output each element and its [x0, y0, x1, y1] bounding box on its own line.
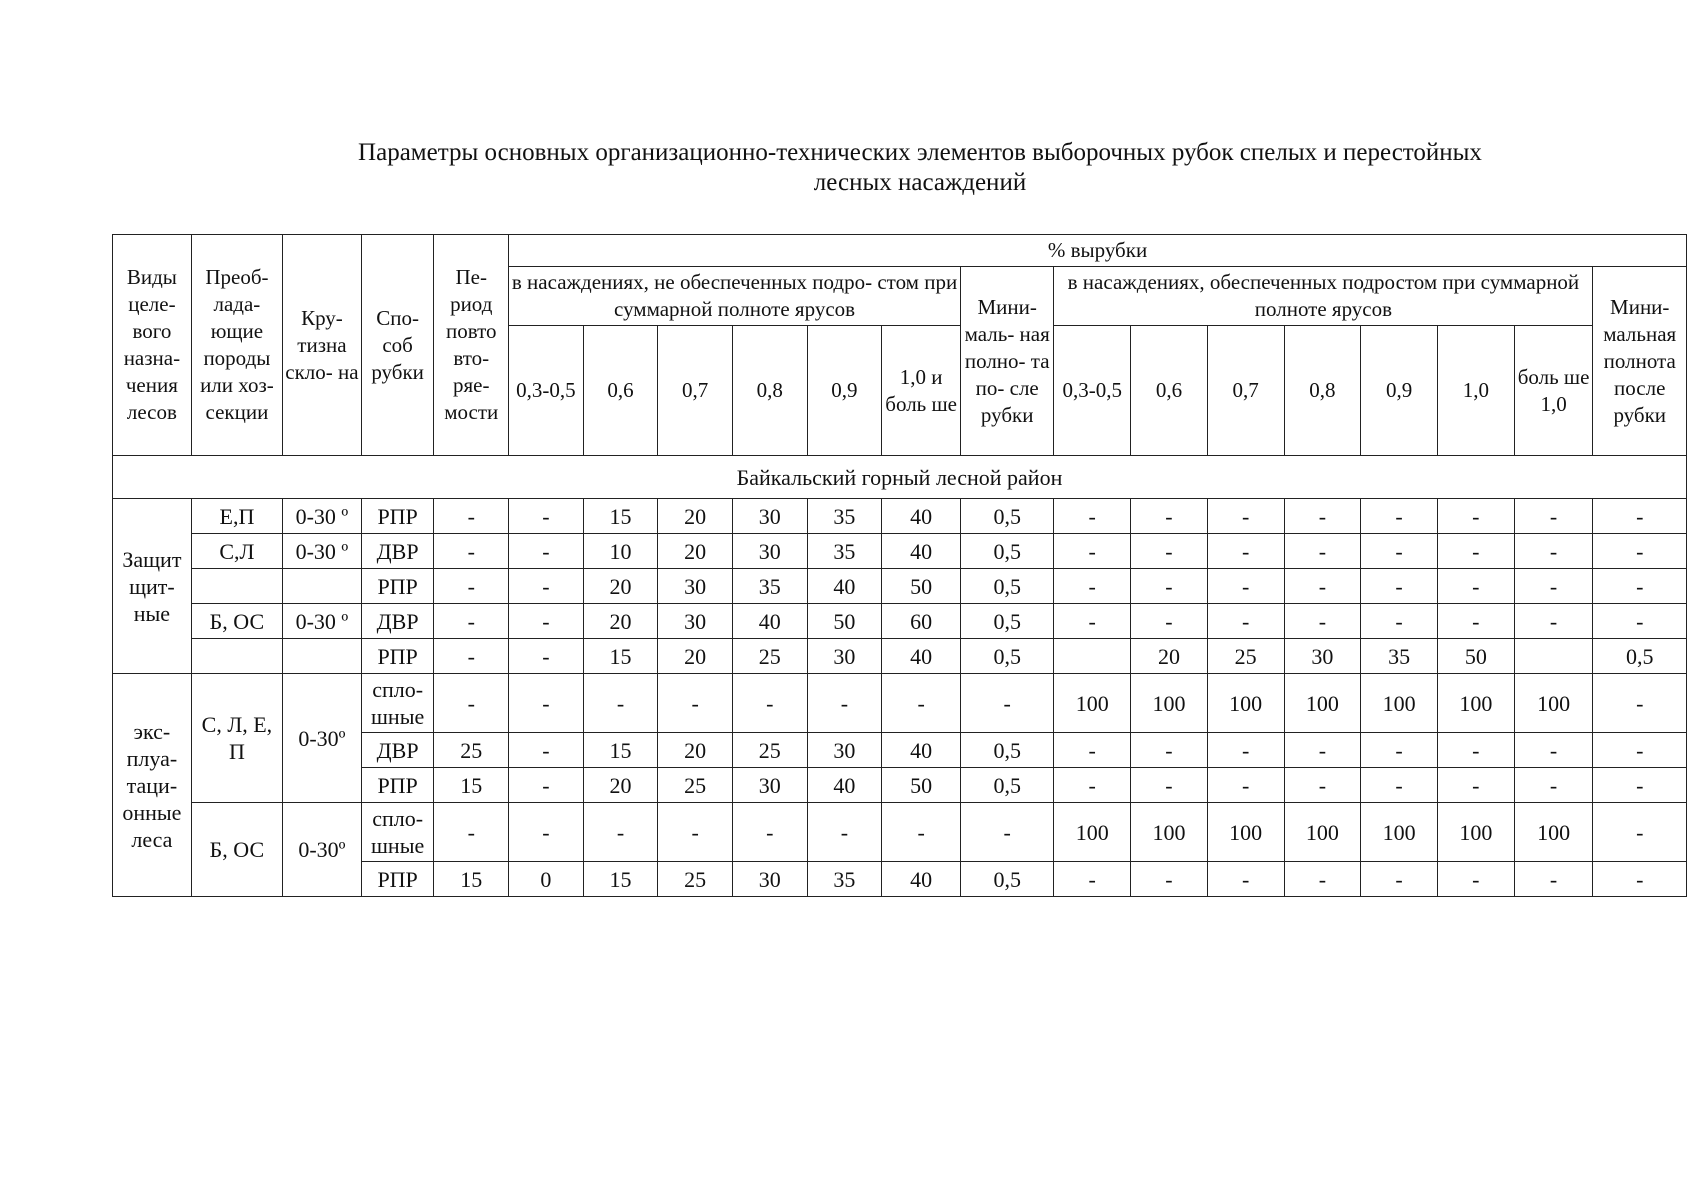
min-density-cell: 0,5	[961, 569, 1054, 604]
value-cell: 100	[1437, 803, 1514, 862]
method-cell: ДВР	[361, 534, 434, 569]
value-cell: -	[1437, 733, 1514, 768]
value-cell: 30	[732, 768, 807, 803]
value-cell: -	[1437, 604, 1514, 639]
value-cell: -	[1514, 733, 1593, 768]
header-density-cell: 0,8	[1284, 326, 1361, 456]
species-cell	[191, 569, 282, 604]
value-cell: 20	[658, 534, 733, 569]
value-cell: 20	[658, 499, 733, 534]
header-density-cell: 1,0 и боль ше	[882, 326, 961, 456]
min-density-cell: 0,5	[961, 639, 1054, 674]
value-cell: -	[732, 674, 807, 733]
value-cell: 40	[882, 639, 961, 674]
value-cell: -	[1131, 499, 1208, 534]
period-cell: -	[434, 534, 509, 569]
value-cell: -	[509, 639, 584, 674]
species-cell: С, Л, Е, П	[191, 674, 282, 803]
value-cell: 35	[732, 569, 807, 604]
header-min-density-2: Мини- мальная полнота после рубки	[1593, 267, 1687, 456]
method-cell: РПР	[361, 862, 434, 897]
value-cell: 100	[1207, 674, 1284, 733]
species-cell: Б, ОС	[191, 803, 282, 897]
min-density-cell: -	[1593, 499, 1687, 534]
value-cell: -	[1054, 862, 1131, 897]
value-cell: -	[509, 803, 584, 862]
min-density-cell: -	[1593, 803, 1687, 862]
value-cell: 100	[1361, 674, 1438, 733]
period-cell: -	[434, 569, 509, 604]
table-row	[113, 674, 1687, 733]
min-density-cell: 0,5	[961, 534, 1054, 569]
slope-cell: 0-30º	[283, 803, 362, 897]
value-cell: 25	[732, 733, 807, 768]
title-line-2: лесных насаждений	[813, 169, 1027, 196]
species-cell: Е,П	[191, 499, 282, 534]
method-cell: РПР	[361, 569, 434, 604]
value-cell: -	[1207, 768, 1284, 803]
value-cell: 100	[1054, 674, 1131, 733]
value-cell: -	[1284, 768, 1361, 803]
header-density-cell: 0,7	[658, 326, 733, 456]
value-cell: -	[1054, 604, 1131, 639]
slope-cell: 0-30º	[283, 674, 362, 803]
header-purpose: Виды целе- вого назна- чения лесов	[113, 235, 192, 456]
table-row	[113, 803, 1687, 862]
method-cell: ДВР	[361, 604, 434, 639]
value-cell: 20	[583, 604, 658, 639]
species-cell: Б, ОС	[191, 604, 282, 639]
value-cell: 50	[1437, 639, 1514, 674]
value-cell: -	[1437, 569, 1514, 604]
value-cell: 35	[807, 862, 882, 897]
value-cell: -	[658, 674, 733, 733]
value-cell: -	[509, 768, 584, 803]
table-row	[113, 639, 1687, 674]
value-cell: -	[1131, 534, 1208, 569]
value-cell: -	[1361, 604, 1438, 639]
value-cell: 15	[583, 733, 658, 768]
slope-cell: 0-30 º	[283, 534, 362, 569]
value-cell: 20	[658, 639, 733, 674]
value-cell: 40	[882, 499, 961, 534]
value-cell: -	[509, 534, 584, 569]
value-cell: -	[1514, 534, 1593, 569]
value-cell: 40	[882, 862, 961, 897]
value-cell: 30	[732, 534, 807, 569]
value-cell: -	[1054, 569, 1131, 604]
value-cell: 100	[1514, 674, 1593, 733]
header-density-cell: 1,0	[1437, 326, 1514, 456]
value-cell: -	[1284, 604, 1361, 639]
header-slope: Кру- тизна скло- на	[283, 235, 362, 456]
value-cell: 30	[732, 862, 807, 897]
value-cell: 100	[1284, 803, 1361, 862]
value-cell: -	[509, 733, 584, 768]
value-cell: -	[509, 499, 584, 534]
value-cell: -	[1361, 768, 1438, 803]
min-density-cell: -	[961, 803, 1054, 862]
method-cell: РПР	[361, 639, 434, 674]
value-cell	[1054, 639, 1131, 674]
header-density-cell: 0,9	[1361, 326, 1438, 456]
period-cell: -	[434, 674, 509, 733]
value-cell: -	[1514, 499, 1593, 534]
value-cell: 15	[583, 862, 658, 897]
value-cell: -	[1131, 862, 1208, 897]
cutting-parameters-table	[112, 234, 1687, 897]
min-density-cell: -	[1593, 534, 1687, 569]
value-cell: -	[1054, 534, 1131, 569]
species-cell	[191, 639, 282, 674]
value-cell: 30	[1284, 639, 1361, 674]
slope-cell: 0-30 º	[283, 604, 362, 639]
value-cell: 30	[732, 499, 807, 534]
min-density-cell: -	[961, 674, 1054, 733]
value-cell: -	[807, 803, 882, 862]
value-cell: 10	[583, 534, 658, 569]
header-group-no-undergrowth: в насаждениях, не обеспеченных подро- стом при суммарной полноте ярусов	[509, 267, 961, 326]
value-cell: -	[1361, 733, 1438, 768]
value-cell: -	[1514, 768, 1593, 803]
value-cell: -	[509, 604, 584, 639]
value-cell: 100	[1284, 674, 1361, 733]
value-cell: -	[1131, 768, 1208, 803]
value-cell: -	[1207, 733, 1284, 768]
value-cell: 100	[1054, 803, 1131, 862]
value-cell: -	[1361, 499, 1438, 534]
value-cell: 100	[1131, 803, 1208, 862]
period-cell: 15	[434, 862, 509, 897]
value-cell: -	[583, 674, 658, 733]
method-cell: спло- шные	[361, 674, 434, 733]
value-cell: 40	[882, 534, 961, 569]
header-species: Преоб- лада- ющие породы или хоз- секции	[191, 235, 282, 456]
header-density-cell: 0,3-0,5	[509, 326, 584, 456]
value-cell: -	[1054, 499, 1131, 534]
value-cell: -	[882, 803, 961, 862]
min-density-cell: -	[1593, 674, 1687, 733]
value-cell: 30	[658, 569, 733, 604]
value-cell: -	[732, 803, 807, 862]
min-density-cell: 0,5	[961, 862, 1054, 897]
method-cell: РПР	[361, 499, 434, 534]
header-cutting-percent: % вырубки	[509, 235, 1687, 267]
min-density-cell: 0,5	[1593, 639, 1687, 674]
value-cell: -	[1131, 569, 1208, 604]
value-cell: -	[509, 569, 584, 604]
value-cell: -	[1514, 604, 1593, 639]
value-cell: 100	[1131, 674, 1208, 733]
group-cell-protective: Защит щит- ные	[113, 499, 192, 674]
value-cell: -	[1361, 534, 1438, 569]
value-cell: -	[882, 674, 961, 733]
period-cell: -	[434, 604, 509, 639]
value-cell: 25	[658, 862, 733, 897]
value-cell: 20	[583, 768, 658, 803]
header-density-cell: боль ше 1,0	[1514, 326, 1593, 456]
value-cell: 40	[732, 604, 807, 639]
period-cell: 15	[434, 768, 509, 803]
min-density-cell: -	[1593, 604, 1687, 639]
value-cell: -	[1131, 733, 1208, 768]
value-cell: -	[1284, 733, 1361, 768]
value-cell: 40	[807, 569, 882, 604]
header-period: Пе- риод повто вто- ряе- мости	[434, 235, 509, 456]
min-density-cell: 0,5	[961, 604, 1054, 639]
value-cell: -	[658, 803, 733, 862]
value-cell: 30	[658, 604, 733, 639]
value-cell: 50	[882, 768, 961, 803]
value-cell: -	[1437, 534, 1514, 569]
value-cell: -	[1207, 862, 1284, 897]
period-cell: -	[434, 639, 509, 674]
value-cell: -	[1207, 534, 1284, 569]
value-cell: 35	[1361, 639, 1438, 674]
slope-cell	[283, 569, 362, 604]
header-density-cell: 0,7	[1207, 326, 1284, 456]
value-cell: 50	[882, 569, 961, 604]
value-cell: 100	[1437, 674, 1514, 733]
value-cell: 40	[882, 733, 961, 768]
header-density-cell: 0,9	[807, 326, 882, 456]
value-cell: -	[1131, 604, 1208, 639]
header-min-density-1: Мини- маль- ная полно- та по- сле рубки	[961, 267, 1054, 456]
table-row	[113, 534, 1687, 569]
period-cell: -	[434, 803, 509, 862]
group-cell-operational: экс- плуа- таци- онные леса	[113, 674, 192, 897]
value-cell: -	[583, 803, 658, 862]
value-cell: 60	[882, 604, 961, 639]
value-cell: 25	[658, 768, 733, 803]
value-cell: -	[1437, 862, 1514, 897]
value-cell: 100	[1207, 803, 1284, 862]
title-line-1: Параметры основных организационно-технических элементов выборочных рубок спелых и перестойных	[358, 139, 1482, 166]
value-cell: -	[807, 674, 882, 733]
header-density-cell: 0,8	[732, 326, 807, 456]
value-cell: -	[1284, 862, 1361, 897]
header-method: Спо- соб рубки	[361, 235, 434, 456]
min-density-cell: 0,5	[961, 733, 1054, 768]
value-cell: 25	[732, 639, 807, 674]
min-density-cell: -	[1593, 768, 1687, 803]
value-cell: 30	[807, 639, 882, 674]
min-density-cell: -	[1593, 733, 1687, 768]
value-cell: 15	[583, 499, 658, 534]
value-cell: 20	[583, 569, 658, 604]
table-row	[113, 569, 1687, 604]
header-density-cell: 0,6	[583, 326, 658, 456]
min-density-cell: 0,5	[961, 499, 1054, 534]
value-cell: -	[1054, 768, 1131, 803]
value-cell: -	[1284, 499, 1361, 534]
header-density-cell: 0,6	[1131, 326, 1208, 456]
value-cell: -	[1437, 768, 1514, 803]
method-cell: ДВР	[361, 733, 434, 768]
value-cell: 100	[1361, 803, 1438, 862]
value-cell: 35	[807, 499, 882, 534]
value-cell: -	[1361, 569, 1438, 604]
value-cell: 0	[509, 862, 584, 897]
value-cell: 15	[583, 639, 658, 674]
min-density-cell: -	[1593, 862, 1687, 897]
slope-cell: 0-30 º	[283, 499, 362, 534]
min-density-cell: -	[1593, 569, 1687, 604]
value-cell: 20	[658, 733, 733, 768]
value-cell: -	[1207, 604, 1284, 639]
value-cell: -	[1514, 862, 1593, 897]
table-row	[113, 499, 1687, 534]
method-cell: спло- шные	[361, 803, 434, 862]
value-cell: 50	[807, 604, 882, 639]
value-cell: -	[1361, 862, 1438, 897]
value-cell: -	[509, 674, 584, 733]
value-cell: 100	[1514, 803, 1593, 862]
period-cell: 25	[434, 733, 509, 768]
value-cell: 40	[807, 768, 882, 803]
value-cell: -	[1207, 569, 1284, 604]
region-row: Байкальский горный лесной район	[113, 456, 1687, 499]
value-cell: -	[1054, 733, 1131, 768]
value-cell: 25	[1207, 639, 1284, 674]
value-cell: -	[1207, 499, 1284, 534]
value-cell: 30	[807, 733, 882, 768]
value-cell: -	[1514, 569, 1593, 604]
value-cell	[1514, 639, 1593, 674]
value-cell: 20	[1131, 639, 1208, 674]
header-group-with-undergrowth: в насаждениях, обеспеченных подростом при суммарной полноте ярусов	[1054, 267, 1593, 326]
value-cell: 35	[807, 534, 882, 569]
table-row	[113, 604, 1687, 639]
header-density-cell: 0,3-0,5	[1054, 326, 1131, 456]
method-cell: РПР	[361, 768, 434, 803]
slope-cell	[283, 639, 362, 674]
species-cell: С,Л	[191, 534, 282, 569]
document-title	[260, 138, 1580, 198]
value-cell: -	[1284, 569, 1361, 604]
value-cell: -	[1284, 534, 1361, 569]
min-density-cell: 0,5	[961, 768, 1054, 803]
value-cell: -	[1437, 499, 1514, 534]
period-cell: -	[434, 499, 509, 534]
